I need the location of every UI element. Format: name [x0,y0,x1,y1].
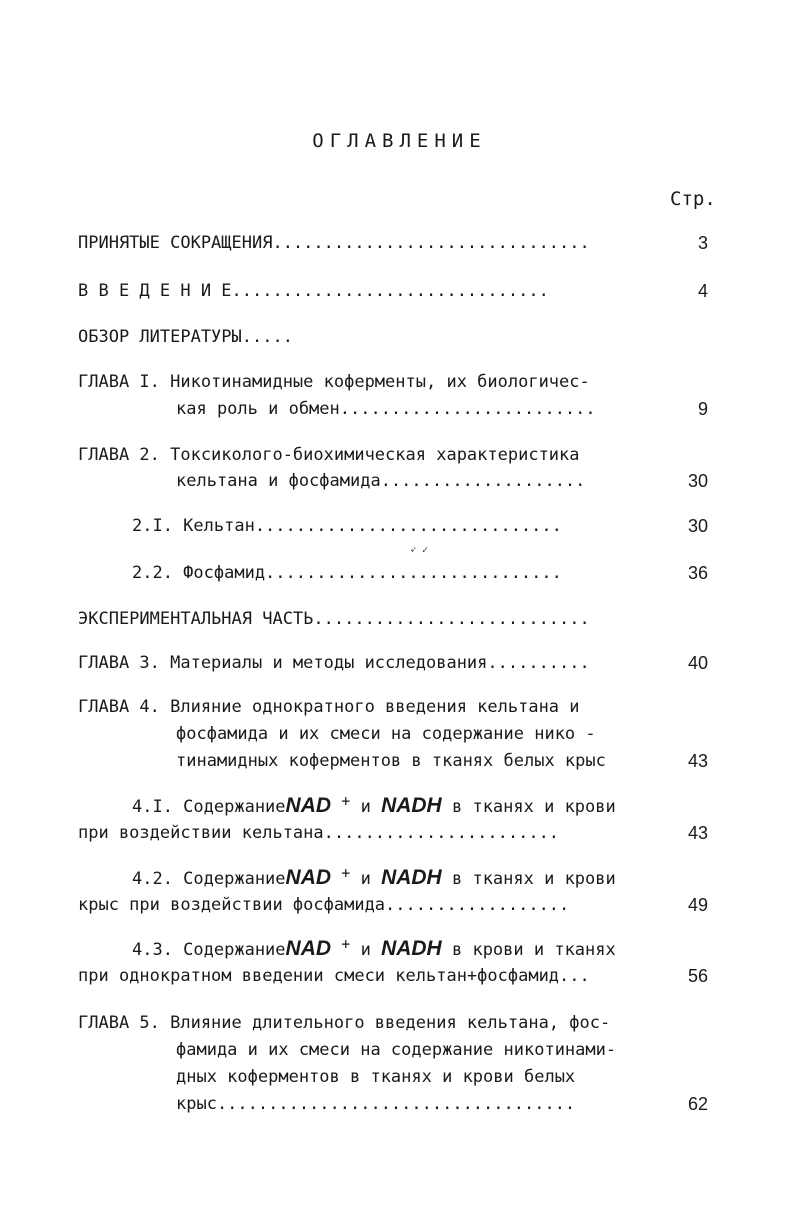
toc-entry-section-2-2: 2.2. Фосфамид............................. [132,563,562,583]
toc-entry-chapter-3: ГЛАВА 3. Материалы и методы исследования.......... [78,653,590,673]
toc-entry-chapter-4-cont: фосфамида и их смеси на содержание нико - [176,724,596,744]
toc-page-number: 43 [687,751,708,771]
toc-page-number: 40 [687,653,708,673]
page-column-label: Стр. [670,188,716,210]
superscript-plus: + [341,864,351,882]
page-title: ОГЛАВЛЕНИЕ [312,130,487,152]
toc-page-number: 30 [687,516,708,536]
conjunction: и [360,940,371,960]
toc-entry-experimental: ЭКСПЕРИМЕНТАЛЬНАЯ ЧАСТЬ........................... [78,609,590,629]
toc-entry-introduction: В В Е Д Е Н И Е............................... [78,281,549,301]
toc-entry-literature-review: ОБЗОР ЛИТЕРАТУРЫ..... [78,327,293,347]
conjunction: и [360,869,371,889]
handwritten-nadh: NADH [381,937,442,960]
toc-entry-section-4-1-cont: при воздействии кельтана....................... [78,823,560,843]
toc-entry-section-4-1 [132,792,616,818]
conjunction: и [360,797,371,817]
handwritten-nadh: NADH [381,794,442,817]
toc-page-number: 36 [687,563,708,583]
toc-page-number: 49 [687,895,708,915]
section-text: 4.I. Содержание [132,797,286,817]
toc-entry-chapter-5-cont: дных коферментов в тканях и крови белых [176,1067,576,1087]
toc-page-number: 4 [697,281,708,301]
toc-page-number: 30 [687,471,708,491]
handwritten-nad: NAD [285,866,332,889]
section-text: 4.2. Содержание [132,869,286,889]
toc-entry-abbreviations: ПРИНЯТЫЕ СОКРАЩЕНИЯ............................... [78,233,590,253]
toc-page-number: 56 [687,966,708,986]
handwritten-nadh: NADH [381,866,442,889]
toc-entry-chapter-1: ГЛАВА I. Никотинамидные коферменты, их биологичес- [78,372,590,392]
superscript-plus: + [341,792,351,810]
handwritten-nad: NAD [285,794,332,817]
toc-entry-section-4-2 [132,864,616,890]
toc-page-number: 62 [687,1094,708,1114]
handwritten-nad: NAD [285,937,332,960]
toc-entry-chapter-4-cont: тинамидных коферментов в тканях белых крыс [176,751,606,771]
toc-entry-chapter-5-cont: фамида и их смеси на содержание никотинами- [176,1040,617,1060]
section-text: в тканях и крови [451,869,616,889]
section-text: 4.3. Содержание [132,940,286,960]
toc-page-number: 9 [697,399,708,419]
toc-entry-section-4-3 [132,935,616,961]
toc-page-number: 3 [697,233,708,253]
toc-entry-chapter-1-cont: кая роль и обмен......................... [176,399,596,419]
ink-mark: ➶ ✓ [410,545,429,556]
toc-entry-chapter-2: ГЛАВА 2. Токсиколого-биохимическая характеристика [78,445,580,465]
toc-entry-chapter-4: ГЛАВА 4. Влияние однократного введения кельтана и [78,697,580,717]
toc-page-number: 43 [687,823,708,843]
toc-entry-chapter-5-cont: крыс................................... [176,1094,576,1114]
section-text: в крови и тканях [451,940,616,960]
toc-entry-chapter-5: ГЛАВА 5. Влияние длительного введения кельтана, фос- [78,1013,611,1033]
toc-entry-section-4-2-cont: крыс при воздействии фосфамида.................. [78,895,570,915]
toc-entry-chapter-2-cont: кельтана и фосфамида.................... [176,471,586,491]
toc-entry-section-4-3-cont: при однократном введении смеси кельтан+фосфамид... [78,966,590,986]
section-text: в тканях и крови [451,797,616,817]
toc-entry-section-2-1: 2.I. Кельтан.............................. [132,516,562,536]
superscript-plus: + [341,935,351,953]
